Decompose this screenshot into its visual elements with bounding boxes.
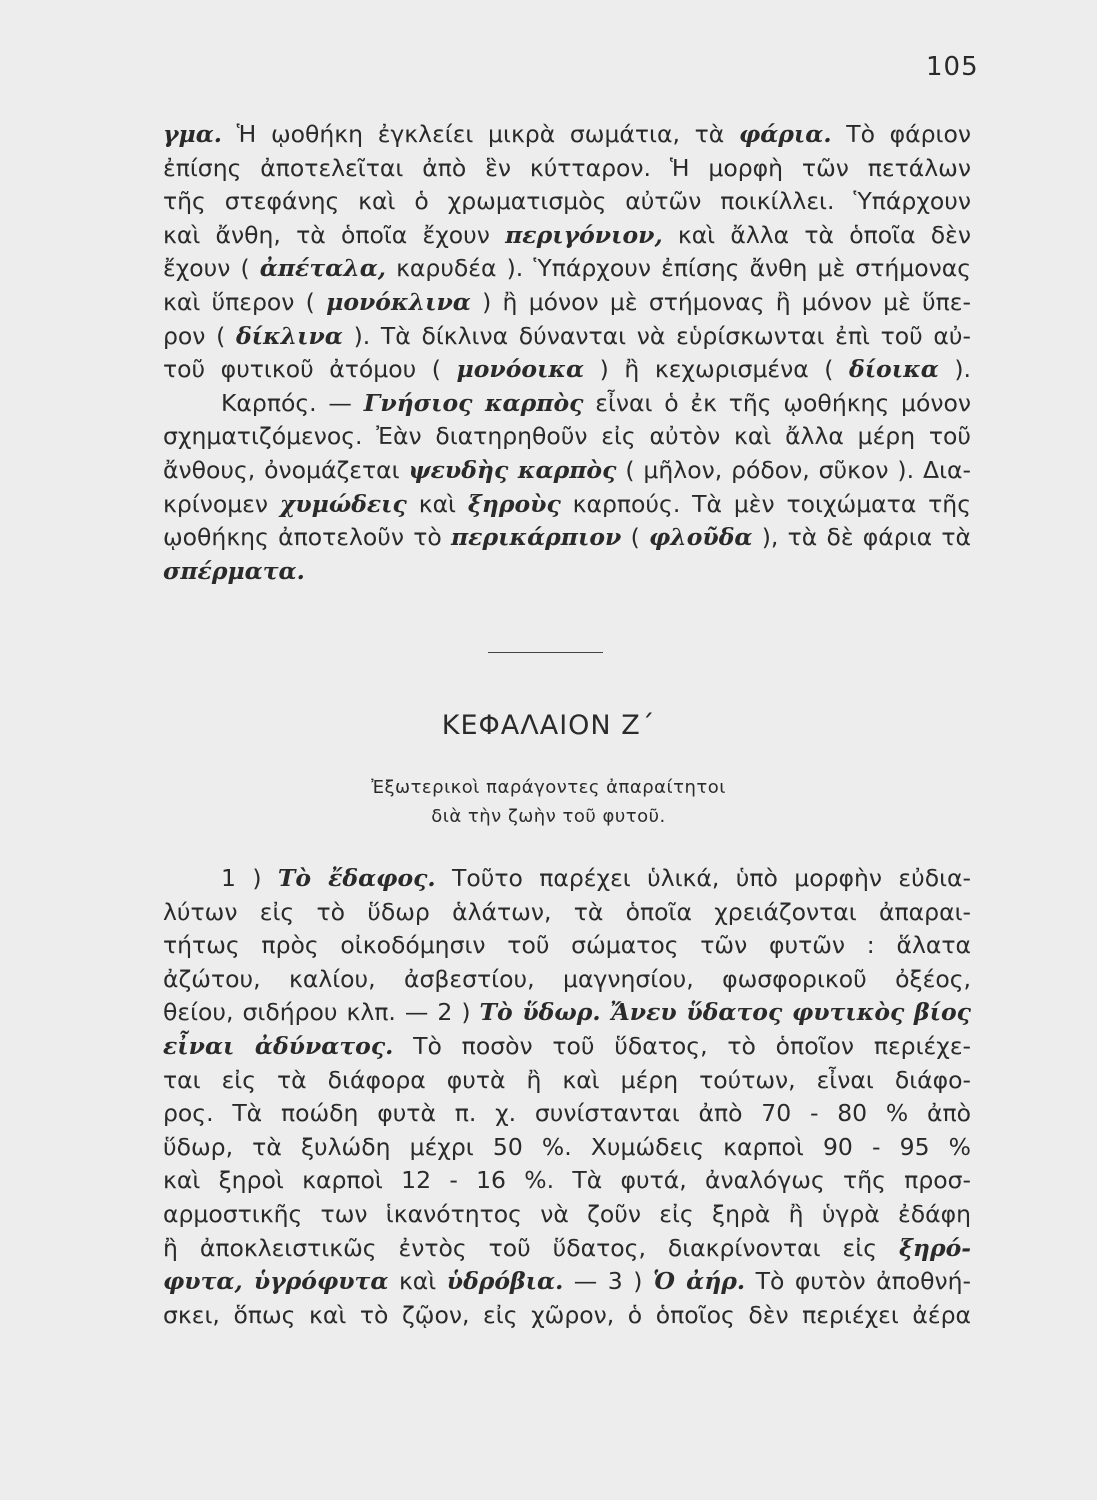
text-run: ἀζώτου, καλίου, ἀσβεστίου, μαγνησίου, φωσφορικοῦ ὀξέος, <box>163 964 971 993</box>
text-run: Τὸ ἔδαφος. <box>277 864 436 892</box>
text-run: ρον ( <box>163 321 236 350</box>
text-run: σχηματιζόμενος. Ἐὰν διατηρηθοῦν εἰς αὐτὸν καὶ ἄλλα μέρη τοῦ <box>163 422 971 451</box>
text-line <box>163 1097 971 1131</box>
text-run: Τὸ φάριον <box>831 120 972 148</box>
text-run: ἀπέταλα, <box>259 254 386 283</box>
text-run: ἢ ἀποκλειστικῶς ἐντὸς τοῦ ὕδατος, διακρίνονται εἰς <box>163 1233 899 1262</box>
text-run: ) ἢ μόνον μὲ στήμονας ἢ μόνον μὲ ὕπε- <box>470 287 971 316</box>
text-line <box>163 118 971 152</box>
text-run: ρος. Τὰ ποώδη φυτὰ π. χ. συνίστανται ἀπὸ 70 - 80 % ἀπὸ <box>163 1099 971 1128</box>
text-line <box>163 387 971 421</box>
text-run: Τὸ ποσὸν τοῦ ὕδατος, τὸ ὁποῖον περιέχε- <box>393 1031 972 1060</box>
text-line <box>163 353 971 387</box>
section-divider <box>488 652 603 653</box>
text-run: χυμώδεις <box>279 489 407 518</box>
text-line <box>163 152 971 186</box>
text-run: ( <box>621 523 649 552</box>
text-run: τήτως πρὸς οἰκοδόμησιν τοῦ σώματος τῶν φυτῶν : ἅλατα <box>163 931 971 960</box>
text-run: τῆς στεφάνης καὶ ὁ χρωματισμὸς αὐτῶν ποικίλλει. Ὑπάρχουν <box>163 187 971 216</box>
text-run: ). Τὰ δίκλινα δύνανται νὰ εὑρίσκωνται ἐπὶ τοῦ αὐ- <box>342 321 971 350</box>
text-line <box>163 454 971 488</box>
text-line <box>163 896 971 930</box>
text-line <box>163 252 971 286</box>
chapter-title: ΚΕΦΑΛΑΙΟΝ Ζ΄ <box>441 710 656 741</box>
text-run: καὶ <box>388 1267 447 1296</box>
text-run: ὑδρόβια. <box>446 1267 564 1296</box>
text-run: θείου, σιδήρου κλπ. — 2 ) <box>163 998 480 1027</box>
text-run: καὶ ἄνθη, τὰ ὁποῖα ἔχουν <box>163 220 506 249</box>
text-line <box>163 1064 971 1098</box>
text-run: εἶναι ὁ ἐκ τῆς ῳοθήκης μόνον <box>583 388 971 417</box>
text-line <box>163 320 971 354</box>
text-line <box>163 1299 971 1333</box>
text-run: δίκλινα <box>235 321 343 350</box>
text-run: Ὁ ἀήρ. <box>652 1267 746 1296</box>
text-line <box>163 1198 971 1232</box>
text-run: σπέρματα. <box>163 556 305 585</box>
text-run: ται εἰς τὰ διάφορα φυτὰ ἢ καὶ μέρη τούτων, εἶναι διάφο- <box>163 1065 971 1094</box>
text-run: τοῦ φυτικοῦ ἀτόμου ( <box>163 355 457 384</box>
text-section-external-factors <box>163 862 971 1332</box>
text-run: φάρια. <box>738 120 832 148</box>
text-run: Τοῦτο παρέχει ὑλικά, ὑπὸ μορφὴν εὐδια- <box>435 864 971 892</box>
text-run: ξηροὺς <box>467 489 561 518</box>
text-run: ). <box>938 355 972 384</box>
text-run: ἔχουν ( <box>163 254 260 283</box>
text-run: μονόοικα <box>456 355 585 384</box>
text-run: ἄνθους, ὀνομάζεται <box>163 455 409 484</box>
text-run: καὶ ὕπερον ( <box>163 287 327 316</box>
text-run: καὶ ξηροὶ καρποὶ 12 - 16 %. Τὰ φυτά, ἀναλόγως τῆς προσ- <box>163 1166 971 1195</box>
text-run: μονόκλινα <box>326 287 471 316</box>
text-line <box>163 1164 971 1198</box>
page-number: 105 <box>926 52 979 82</box>
text-run: ξηρό- <box>898 1233 971 1262</box>
text-run: φυτα, ὑγρόφυτα <box>163 1267 389 1296</box>
chapter-subtitle-line1: Ἐξωτερικοὶ παράγοντες ἀπαραίτητοι <box>371 777 726 798</box>
text-run: ῳοθήκης ἀποτελοῦν τὸ <box>163 523 451 552</box>
text-line <box>163 996 971 1030</box>
text-run: ) ἢ κεχωρισμένα ( <box>584 355 850 384</box>
text-run: Καρπός. — <box>221 388 364 417</box>
text-run: ), τὰ δὲ φάρια τὰ <box>752 523 972 552</box>
text-line <box>163 1265 971 1299</box>
text-run: σκει, ὅπως καὶ τὸ ζῷον, εἰς χῶρον, ὁ ὁποῖος δὲν περιέχει ἀέρα <box>163 1300 971 1329</box>
text-line <box>163 185 971 219</box>
text-run: ( μῆλον, ρόδον, σῦκον ). Δια- <box>616 455 971 484</box>
chapter-subtitle-line2: διὰ τὴν ζωὴν τοῦ φυτοῦ. <box>431 806 666 827</box>
text-run: δίοικα <box>849 355 939 384</box>
text-run: Ἡ ῳοθήκη ἐγκλείει μικρὰ σωμάτια, τὰ <box>221 120 739 148</box>
text-line <box>163 963 971 997</box>
text-line <box>163 929 971 963</box>
text-line <box>163 420 971 454</box>
text-run: ψευδὴς καρπὸς <box>408 455 617 484</box>
text-run: καρπούς. Τὰ μὲν τοιχώματα τῆς <box>560 489 971 518</box>
text-run: καὶ <box>406 489 468 518</box>
text-line <box>163 1030 971 1064</box>
text-run: εἶναι ἀδύνατος. <box>163 1031 394 1060</box>
text-line <box>163 1232 971 1266</box>
text-line <box>163 521 971 555</box>
text-line <box>163 1131 971 1165</box>
text-run: καὶ ἄλλα τὰ ὁποῖα δὲν <box>662 220 971 249</box>
text-run: 1 ) <box>221 864 278 892</box>
text-run: ὕδωρ, τὰ ξυλώδη μέχρι 50 %. Χυμώδεις καρποὶ 90 - 95 % <box>163 1132 971 1161</box>
text-run: γμα. <box>163 120 222 148</box>
text-run: Τὸ φυτὸν ἀποθνή- <box>745 1267 972 1296</box>
text-run: — 3 ) <box>563 1267 653 1296</box>
text-line <box>163 862 971 896</box>
text-run: φλοῦδα <box>649 523 753 552</box>
text-section-flower-fruit <box>163 118 971 588</box>
text-run: καρυδέα ). Ὑπάρχουν ἐπίσης ἄνθη μὲ στήμονας <box>385 254 971 283</box>
text-line <box>163 555 971 589</box>
text-run: αρμοστικῆς των ἱκανότητος νὰ ζοῦν εἰς ξηρὰ ἢ ὑγρὰ ἐδάφη <box>163 1199 971 1228</box>
text-run: Τὸ ὕδωρ. Ἄνευ ὕδατος φυτικὸς βίος <box>479 998 971 1027</box>
text-run: ἐπίσης ἀποτελεῖται ἀπὸ ἓν κύτταρον. Ἡ μορφὴ τῶν πετάλων <box>163 153 971 182</box>
text-line <box>163 286 971 320</box>
text-run: περιγόνιον, <box>505 220 663 249</box>
text-run: λύτων εἰς τὸ ὕδωρ ἁλάτων, τὰ ὁποῖα χρειάζονται ἀπαραι- <box>163 897 971 926</box>
text-run: περικάρπιον <box>450 523 622 552</box>
text-line <box>163 488 971 522</box>
text-line <box>163 219 971 253</box>
text-run: κρίνομεν <box>163 489 280 518</box>
text-run: Γνήσιος καρπὸς <box>363 388 584 417</box>
